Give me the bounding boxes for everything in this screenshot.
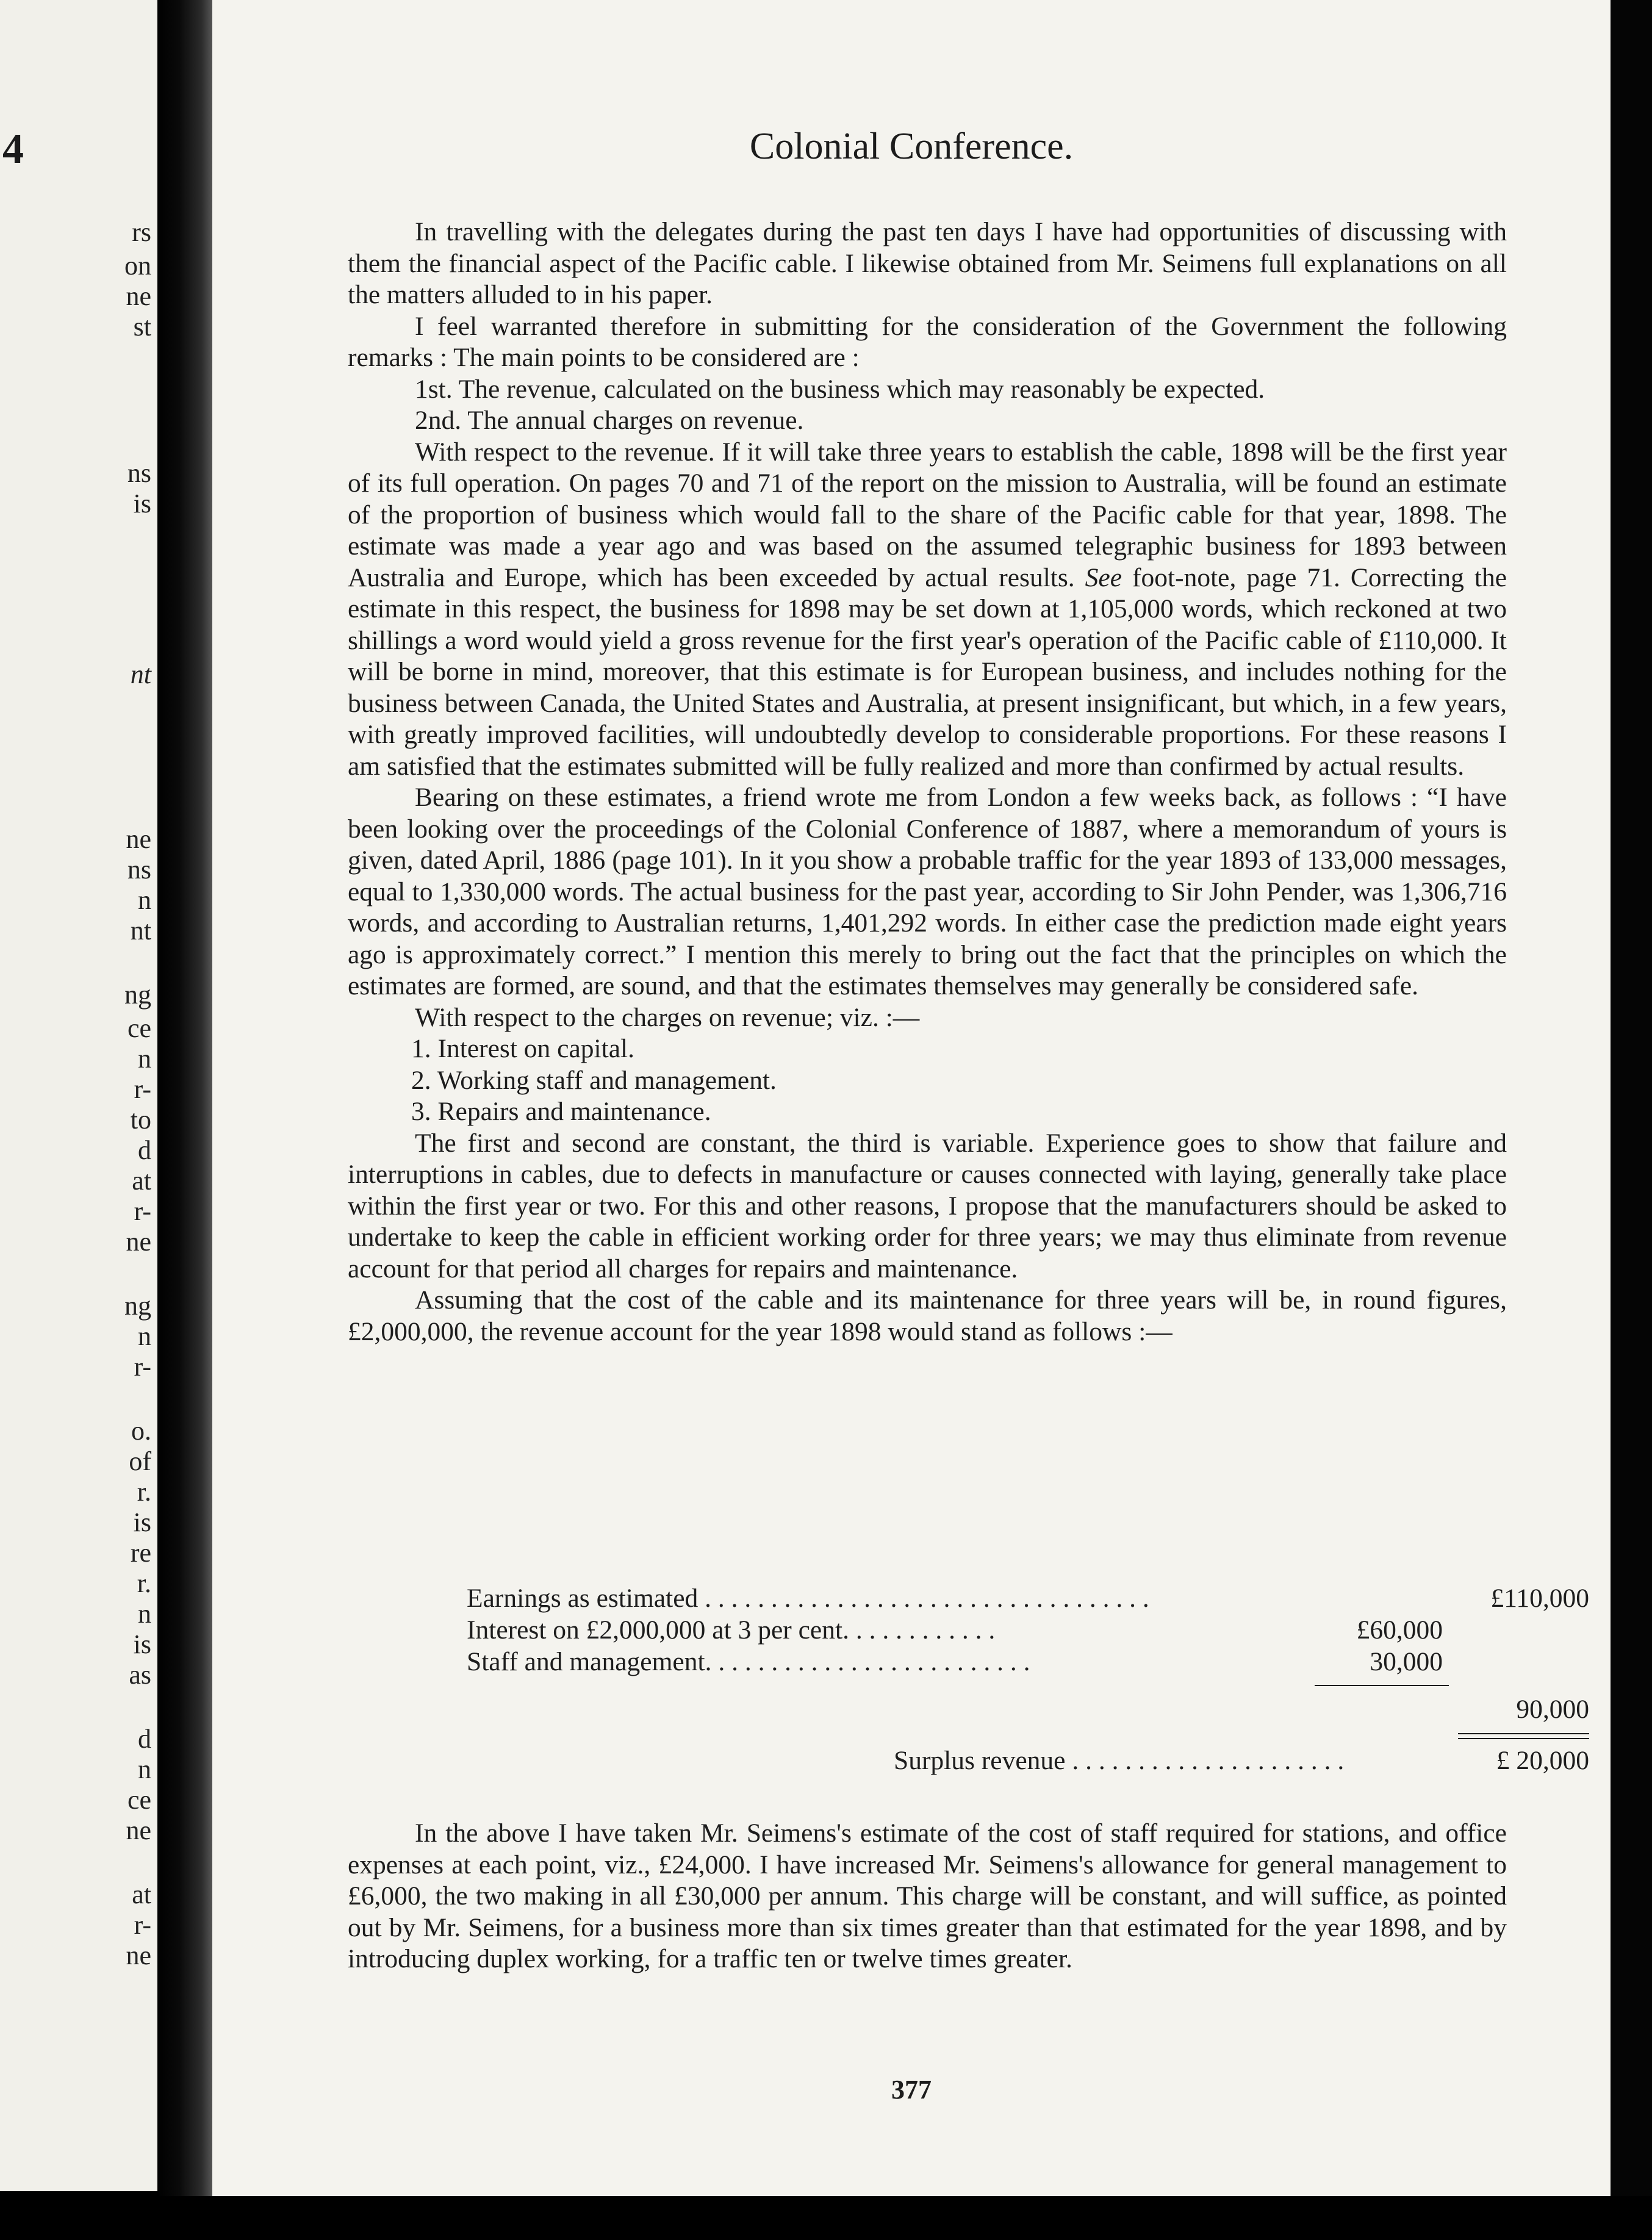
subtotal-rule (1315, 1685, 1449, 1686)
right-scan-edge (1611, 0, 1652, 2240)
page-folio: 377 (891, 2075, 932, 2105)
left-page-fragment: d (138, 1724, 151, 1754)
left-page-number: 4 (2, 126, 24, 173)
left-page-fragment: n (138, 1044, 151, 1074)
page-title: Colonial Conference. (749, 126, 1074, 167)
left-page-fragment: n (138, 1754, 151, 1784)
account-row (467, 1615, 1589, 1646)
left-page-fragment: of (129, 1446, 151, 1476)
left-page-margin (0, 0, 157, 2191)
left-page-fragment: on (124, 251, 151, 281)
left-page-fragment: ne (126, 1227, 151, 1257)
paragraph: In the above I have taken Mr. Seimens's estimate of the cost of staff required for stations, and office expenses at each point, viz., £24,000. I have increased Mr. Seimens's allowance for general management to £6,000, the two making in all £30,000 per annum. This charge will be constant, and will suffice, as pointed out by Mr. Seimens, for a business more than six times greater than that estimated for the year 1898, and by introducing duplex working, for a traffic ten or twelve times greater. (348, 1818, 1507, 1973)
account-total: £ 20,000 (1496, 1746, 1589, 1775)
left-page-fragment: at (132, 1879, 151, 1909)
closing-text (348, 1818, 1507, 1975)
account-row (467, 1694, 1589, 1726)
left-page-fragment: r. (137, 1477, 151, 1507)
left-page-fragment: r- (134, 1196, 151, 1226)
left-page-fragment: rs (132, 217, 151, 247)
left-page-fragment: ne (126, 1940, 151, 1970)
total-rule (1458, 1733, 1589, 1734)
left-page-fragment: n (138, 1321, 151, 1351)
account-row (467, 1745, 1589, 1777)
left-page-fragment: r. (137, 1568, 151, 1598)
left-page-fragment: ng (124, 1291, 151, 1321)
left-page-fragment: ce (127, 1785, 151, 1815)
paragraph: In travelling with the delegates during the past ten days I have had opportunities of discussing with them the financial aspect of the Pacific cable. I likewise obtained from Mr. Seimens full explanations on all the matters alluded to in his paper. (348, 217, 1507, 309)
paragraph: With respect to the revenue. If it will take three years to establish the cable, 1898 will be the first year of its full operation. On pages 70 and 71 of the report on the mission to Australia, will be found an estimate of the proportion of business which would fall to the share of the Pacific cable for that year, 1898. The estimate was made a year ago and was based on the assumed telegraphic business for 1893 between Australia and Europe, which has been exceeded by actual results. See foot-note, page 71. Correcting the estimate in this respect, the business for 1898 may be set down at 1,105,000 words, which reckoned at two shillings a word would yield a gross revenue for the first year's operation of the Pacific cable of £110,000. It will be borne in mind, moreover, that this estimate is for European business, and includes nothing for the business between Canada, the United States and Australia, at present insignificant, but which, in a few years, with greatly improved facilities, will undoubtedly develop to considerable proportions. For these reasons I am satisfied that the estimates submitted will be fully realized and more than confirmed by actual results. (348, 437, 1507, 781)
account-row (467, 1583, 1589, 1615)
paragraph: Bearing on these estimates, a friend wrote me from London a few weeks back, as follows : “I have been looking over the proceedings of the Colonial Conference of 1887, where a memorandum of yours is given, dated April, 1886 (page 101). In it you show a probable traffic for the year 1893 of 133,000 messages, equal to 1,330,000 words. The actual business for the past year, according to Sir John Pender, was 1,306,716 words, and according to Australian returns, 1,401,292 words. In either case the prediction made eight years ago is approximately correct.” I mention this merely to bring out the fact that the principles on which the estimates are formed, are sound, and that the estimates themselves may generally be considered safe. (348, 783, 1507, 1000)
left-page-fragment: st (133, 312, 151, 342)
left-page-fragment: ne (126, 1815, 151, 1845)
left-page-fragment: d (138, 1135, 151, 1165)
account-amount: £60,000 (1356, 1615, 1443, 1645)
left-page-fragment: ns (127, 458, 151, 488)
account-amount: 30,000 (1370, 1647, 1443, 1676)
paragraph: The first and second are constant, the third is variable. Experience goes to show that failure and interruptions in cables, due to defects in manufacture or causes connected with laying, generally take place within the first year or two. For this and other reasons, I propose that the manufacturers should be asked to undertake to keep the cable in efficient working order for three years; we may thus eliminate from revenue account for that period all charges for repairs and maintenance. (348, 1128, 1507, 1283)
paragraph: Assuming that the cost of the cable and its maintenance for three years will be, in round figures, £2,000,000, the revenue account for the year 1898 would stand as follows :— (348, 1285, 1507, 1346)
left-page-fragment: o. (131, 1416, 151, 1446)
left-page-fragment: at (132, 1166, 151, 1196)
left-page-fragment: r- (134, 1074, 151, 1104)
left-page-fragment: ce (127, 1013, 151, 1043)
account-row (467, 1646, 1589, 1678)
left-page-fragment: r- (134, 1910, 151, 1940)
point-item: 2nd. The annual charges on revenue. (415, 406, 804, 435)
left-page-fragment: re (130, 1538, 151, 1568)
page (212, 0, 1611, 2196)
account-label: Interest on £2,000,000 at 3 per cent. . . . . . . . . . . . (467, 1615, 996, 1645)
left-page-fragment: ns (127, 855, 151, 885)
account-label: Earnings as estimated . . . . . . . . . . . . . . . . . . . . . . . . . . . . . . . . . . (467, 1584, 1149, 1613)
left-page-fragment: ne (126, 281, 151, 311)
body-text (348, 217, 1507, 1348)
left-page-fragment: ng (124, 980, 151, 1010)
left-page-fragment: ne (126, 824, 151, 854)
left-page-fragment: r- (134, 1352, 151, 1382)
paragraph: With respect to the charges on revenue; viz. :— (415, 1002, 920, 1032)
left-page-fragment: nt (130, 916, 151, 946)
account-label: Surplus revenue . . . . . . . . . . . . . . . . . . . . . (894, 1746, 1345, 1775)
list-item: 1. Interest on capital. (411, 1034, 634, 1063)
list-item: 2. Working staff and management. (411, 1065, 777, 1095)
left-page-fragment: as (129, 1660, 151, 1690)
see-reference: See (1085, 562, 1122, 592)
left-page-fragment: is (133, 489, 151, 519)
bottom-scan-edge (0, 2196, 1652, 2240)
account-total: 90,000 (1516, 1695, 1589, 1724)
account-total: £110,000 (1490, 1584, 1589, 1613)
left-page-fragment: is (133, 1629, 151, 1659)
book-gutter (157, 0, 212, 2240)
list-item: 3. Repairs and maintenance. (411, 1097, 711, 1126)
left-page-fragment: n (138, 885, 151, 915)
left-page-fragment: to (130, 1105, 151, 1135)
left-page-fragment: is (133, 1507, 151, 1537)
point-item: 1st. The revenue, calculated on the business which may reasonably be expected. (415, 374, 1265, 404)
left-page-fragment: n (138, 1599, 151, 1629)
paragraph: I feel warranted therefore in submitting for the consideration of the Government the following remarks : The main points to be considered are : (348, 311, 1507, 372)
total-rule (1458, 1738, 1589, 1739)
left-page-fragment: nt (130, 659, 151, 689)
account-label: Staff and management. . . . . . . . . . . . . . . . . . . . . . . . . (467, 1647, 1030, 1676)
